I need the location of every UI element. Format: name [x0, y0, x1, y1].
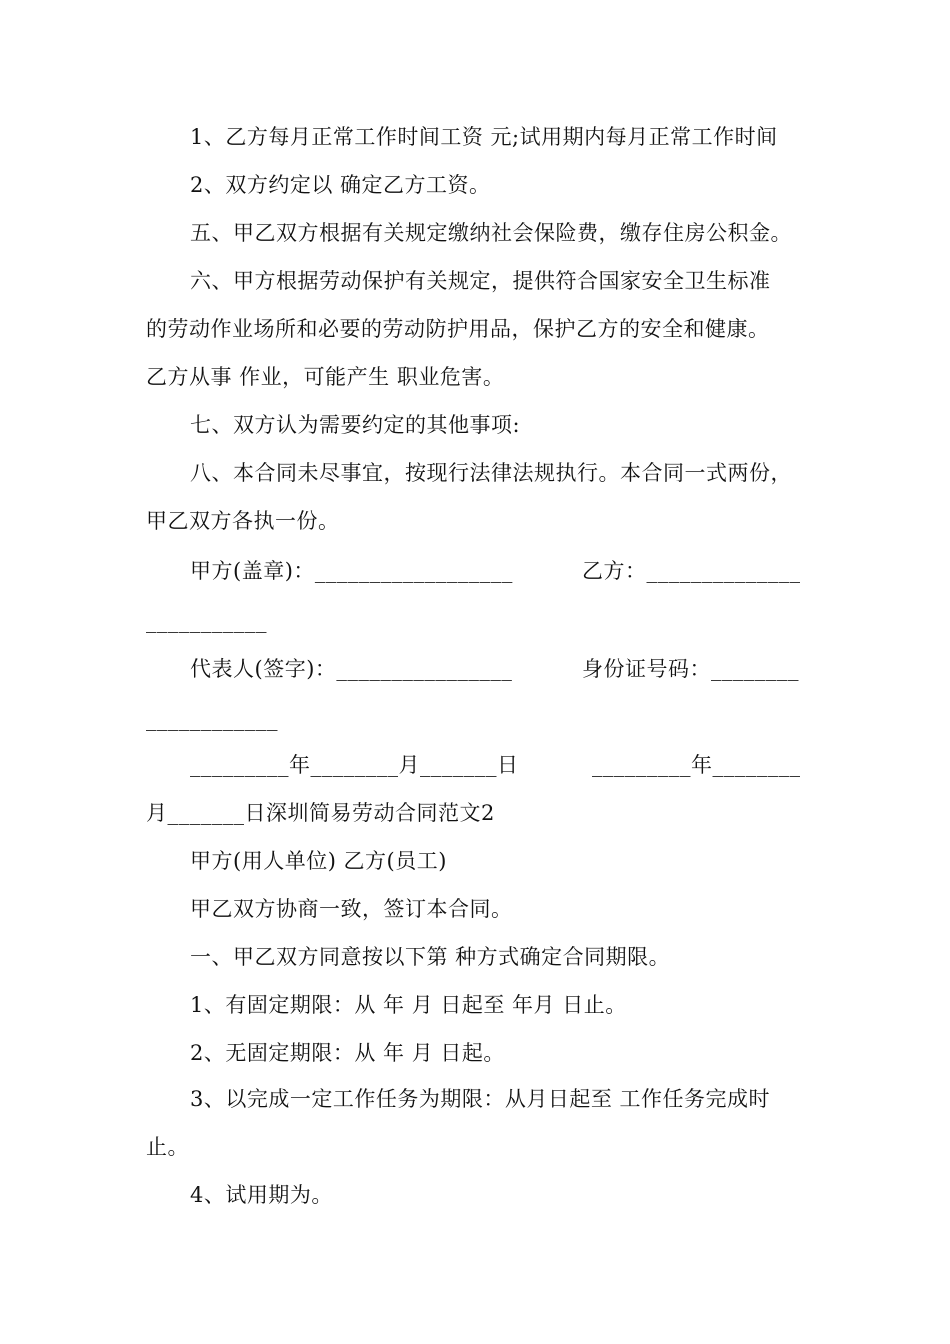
party-a-signature: 甲方(盖章)：__________________	[190, 559, 513, 583]
party-b-signature: 乙方：______________	[582, 559, 801, 583]
text-line: 4、试用期为。	[190, 1183, 333, 1207]
date-continuation-and-title: 月_______日深圳简易劳动合同范文2	[146, 801, 495, 825]
id-number-field: 身份证号码：________	[582, 657, 799, 681]
text-line: 3、以完成一定工作任务为期限：从月日起至 工作任务完成时	[190, 1087, 771, 1111]
text-line: 1、有固定期限：从 年 月 日起至 年月 日止。	[190, 993, 627, 1017]
text-line: 乙方从事 作业，可能产生 职业危害。	[146, 365, 505, 389]
representative-signature: 代表人(签字)：________________	[190, 657, 513, 681]
id-number-continuation: ____________	[146, 707, 278, 731]
text-line: 甲乙双方协商一致，签订本合同。	[190, 897, 513, 921]
text-line: 甲方(用人单位) 乙方(员工)	[190, 849, 447, 873]
text-line: 1、乙方每月正常工作时间工资 元;试用期内每月正常工作时间	[190, 125, 778, 149]
text-line: 七、双方认为需要约定的其他事项:	[190, 413, 521, 437]
text-line: 甲乙双方各执一份。	[146, 509, 340, 533]
date-right: _________年________	[592, 753, 801, 777]
text-line: 六、甲方根据劳动保护有关规定，提供符合国家安全卫生标准	[190, 269, 771, 293]
date-left: _________年________月_______日	[190, 753, 519, 777]
text-line: 2、无固定期限：从 年 月 日起。	[190, 1041, 505, 1065]
text-line: 2、双方约定以 确定乙方工资。	[190, 173, 491, 197]
text-line: 的劳动作业场所和必要的劳动防护用品，保护乙方的安全和健康。	[146, 317, 770, 341]
text-line: 五、甲乙双方根据有关规定缴纳社会保险费，缴存住房公积金。	[190, 221, 792, 245]
party-b-signature-continuation: ___________	[146, 609, 267, 633]
text-line: 一、甲乙双方同意按以下第 种方式确定合同期限。	[190, 945, 671, 969]
text-line: 八、本合同未尽事宜，按现行法律法规执行。本合同一式两份，	[190, 461, 792, 485]
text-line: 止。	[146, 1135, 189, 1159]
